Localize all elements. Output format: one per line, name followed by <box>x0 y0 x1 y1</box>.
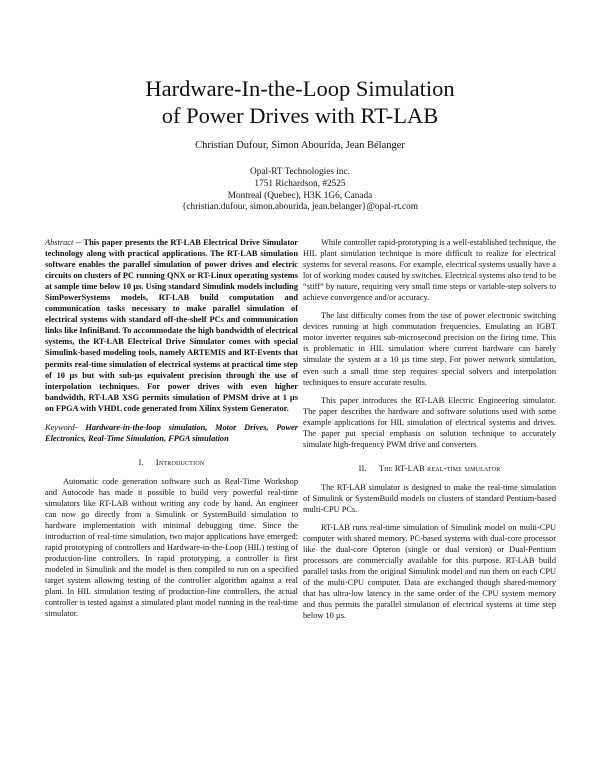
keywords-text: Hardware-in-the-loop simulation, Motor Drives, Power Electronics, Real-Time Simulation, FPGA simulation <box>45 422 298 443</box>
title-line-1: Hardware-In-the-Loop Simulation <box>145 76 455 101</box>
body-paragraph: RT-LAB runs real-time simulation of Simulink model on multi-CPU computer with shared memory. PC-based systems with dual-core processor like the dual-core Opteron (single or dual version) or Dual-Pentium processors are commercially available for this purpose. RT-LAB build parallel tasks from the original Simulink model and run them on each CPU of the multi-CPU computer. Data are exchanged though shared-memory that has ultra-low latency in the same order of the CPU system memory and thus permits the parallel simulation of electrical systems at time step below 10 µs. <box>303 523 556 621</box>
affiliation-block <box>0 167 600 214</box>
body-paragraph: The RT-LAB simulator is designed to make the real-time simulation of Simulink or SystemBuild models on clusters of standard Pentium-based multi-CPU PCs. <box>303 482 556 514</box>
section-heading-introduction <box>45 457 298 468</box>
author-list: Christian Dufour, Simon Abourida, Jean Bélanger <box>195 140 405 151</box>
affiliation-street: 1751 Richardson, #2525 <box>254 178 346 189</box>
body-paragraph: While controller rapid-prototyping is a well-established technique, the HIL plant simulation technique is more difficult to realize for electrical systems for several reasons. For example, electrical systems usually have a lot of working modes caused by switches. Electrical systems also tend to be “stiff” by nature, requiring very small time steps or variable-step solvers to achieve convergence and/or accuracy. <box>303 238 556 303</box>
section-heading-rt-lab-simulator <box>303 463 556 474</box>
right-column <box>303 237 556 621</box>
abstract <box>45 237 298 414</box>
body-paragraph: The last difficulty comes from the use of power electronic switching devices running at high commutation frequencies. Emulating an IGBT motor inverter requires sub-microsecond precision on the firing time. This is problematic in HIL simulation where current hardware can barely simulate the system at a 10 µs time step. For power network simulation, even such a small time step requires special solvers and interpolation techniques to ensure accurate results. <box>303 311 556 387</box>
paper-title <box>0 75 600 129</box>
affiliation-city: Montreal (Quebec), H3K 1G6, Canada <box>227 190 373 201</box>
section-number: I. <box>138 457 144 467</box>
abstract-label: Abstract -- <box>45 238 82 247</box>
affiliation-emails: {christian.dufour, simon.abourida, jean.belanger}@opal-rt.com <box>181 202 419 213</box>
title-line-2: of Power Drives with RT-LAB <box>161 103 439 128</box>
affiliation-company: Opal-RT Technologies inc. <box>250 167 350 177</box>
abstract-text: This paper presents the RT-LAB Electrical Drive Simulator technology along with practical applications. The RT-LAB simulation software enables the parallel simulation of power drives and electric circuits on clusters of PC running QNX or RT-Linux operating systems at sample time below 10 µs. Using standard Simulink models including SimPowerSystems models, RT-LAB build computation and communication tasks necessary to make parallel simulation of electrical systems with standard off-the-shelf PCs and communication links like InfiniBand. To accommodate the high bandwidth of electrical systems, the RT-LAB Electrical Drive Simulator comes with special Simulink-based modeling tools, namely ARTEMIS and RT-Events that permits real-time simulation of electrical systems at practical time step of 10 µs but with sub-µs equivalent precision through the use of interpolation techniques. For power drives with even higher bandwidth, RT-LAB XSG permits simulation of PMSM drive at 1 µs on FPGA with VHDL code generated from Xilinx System Generator. <box>45 238 299 413</box>
keywords <box>45 422 298 444</box>
body-paragraph: This paper introduces the RT-LAB Electric Engineering simulator. The paper describes the hardware and software solutions used with some example applications for HIL simulation of electrical systems and drives. The paper put special emphasis on solution technique to accurately simulate high-frequency PWM drive and converters <box>303 395 556 449</box>
section-title: Introduction <box>155 457 205 467</box>
keywords-label: Keyword- <box>45 422 78 432</box>
section-number: II. <box>358 463 367 473</box>
section-title: The RT-LAB real-time simulator <box>378 463 501 473</box>
intro-paragraph: Automatic code generation software such as Real-Time Workshop and Autocode has made it possible to build very powerful real-time simulators like RT-LAB without writing any code by hand. An engineer can now go directly from a Simulink or SystemBuild simulation to hardware implementation with minimal debugging time. Since the introduction of real-time simulation, two major applications have emerged: rapid prototyping of controllers and Hardware-in-the-Loop (HIL) testing of production-line controllers. In rapid prototyping, a controller is first modeled in Simulink and the model is then compiled to run on a specified target system allowing testing of the controller algorithm against a real plant. In HIL simulation testing of production-line controllers, the actual controller is tested against a simulated plant model running in the real-time simulator. <box>45 476 298 619</box>
left-column <box>45 237 298 620</box>
